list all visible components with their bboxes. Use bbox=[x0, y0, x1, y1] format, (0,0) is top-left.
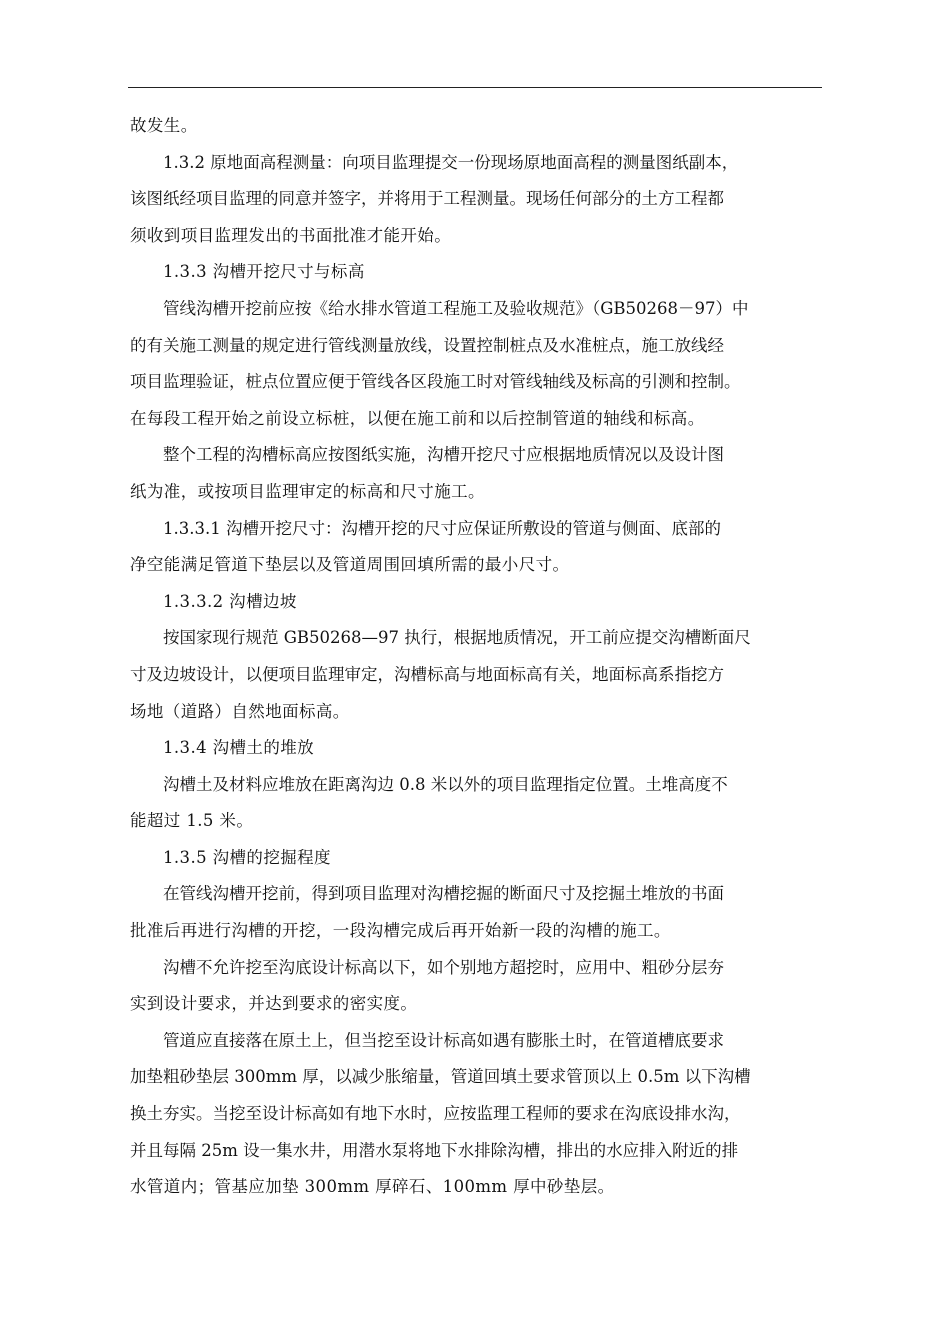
text-line: 整个工程的沟槽标高应按图纸实施，沟槽开挖尺寸应根据地质情况以及设计图 bbox=[163, 445, 724, 465]
paragraph bbox=[130, 1023, 820, 1206]
text-line: 水管道内；管基应加垫 300mm 厚碎石、100mm 厚中砂垫层。 bbox=[130, 1177, 615, 1197]
text-line: 能超过 1.5 米。 bbox=[130, 811, 254, 831]
text-line: 故发生。 bbox=[130, 116, 198, 135]
text-line: 1.3.3 沟槽开挖尺寸与标高 bbox=[163, 262, 365, 282]
text-line: 纸为准，或按项目监理审定的标高和尺寸施工。 bbox=[130, 481, 485, 501]
text-line: 沟槽土及材料应堆放在距离沟边 0.8 米以外的项目监理指定位置。土堆高度不 bbox=[163, 774, 728, 794]
text-line: 批准后再进行沟槽的开挖，一段沟槽完成后再开始新一段的沟槽的施工。 bbox=[130, 921, 671, 941]
text-line: 实到设计要求，并达到要求的密实度。 bbox=[130, 994, 418, 1014]
text-line: 净空能满足管道下垫层以及管道周围回填所需的最小尺寸。 bbox=[130, 555, 570, 575]
text-line: 的有关施工测量的规定进行管线测量放线，设置控制桩点及水准桩点，施工放线经 bbox=[130, 335, 724, 355]
text-line: 项目监理验证，桩点位置应便于管线各区段施工时对管线轴线及标高的引测和控制。 bbox=[130, 372, 741, 392]
text-line: 并且每隔 25m 设一集水井，用潜水泵将地下水排除沟槽，排出的水应排入附近的排 bbox=[130, 1140, 739, 1160]
text-line: 场地（道路）自然地面标高。 bbox=[130, 701, 350, 721]
text-line: 管道应直接落在原土上，但当挖至设计标高如遇有膨胀土时，在管道槽底要求 bbox=[163, 1030, 724, 1050]
text-line: 该图纸经项目监理的同意并签字，并将用于工程测量。现场任何部分的土方工程都 bbox=[130, 189, 724, 209]
text-line: 1.3.3.2 沟槽边坡 bbox=[163, 591, 297, 611]
paragraph bbox=[130, 620, 820, 730]
paragraph bbox=[130, 145, 820, 255]
document-body bbox=[130, 108, 820, 1206]
text-line: 管线沟槽开挖前应按《给水排水管道工程施工及验收规范》（GB50268－97）中 bbox=[163, 298, 749, 318]
header-rule bbox=[128, 87, 822, 88]
paragraph bbox=[130, 950, 820, 1023]
paragraph bbox=[130, 437, 820, 510]
paragraph bbox=[130, 511, 820, 584]
text-line: 寸及边坡设计，以便项目监理审定，沟槽标高与地面标高有关，地面标高系指挖方 bbox=[130, 664, 724, 684]
paragraph bbox=[130, 108, 820, 145]
text-line: 换土夯实。当挖至设计标高如有地下水时，应按监理工程师的要求在沟底设排水沟， bbox=[130, 1104, 741, 1124]
text-line: 1.3.5 沟槽的挖掘程度 bbox=[163, 847, 331, 867]
text-line: 1.3.2 原地面高程测量：向项目监理提交一份现场原地面高程的测量图纸副本， bbox=[163, 152, 739, 172]
text-line: 在每段工程开始之前设立标桩，以便在施工前和以后控制管道的轴线和标高。 bbox=[130, 408, 705, 428]
text-line: 按国家现行规范 GB50268—97 执行，根据地质情况，开工前应提交沟槽断面尺 bbox=[163, 628, 751, 648]
text-line: 加垫粗砂垫层 300mm 厚，以减少胀缩量，管道回填土要求管顶以上 0.5m 以下沟槽 bbox=[130, 1067, 751, 1087]
text-line: 1.3.3.1 沟槽开挖尺寸：沟槽开挖的尺寸应保证所敷设的管道与侧面、底部的 bbox=[163, 518, 721, 538]
paragraph bbox=[130, 767, 820, 840]
paragraph bbox=[130, 584, 820, 621]
text-line: 在管线沟槽开挖前，得到项目监理对沟槽挖掘的断面尺寸及挖掘土堆放的书面 bbox=[163, 884, 724, 904]
paragraph bbox=[130, 730, 820, 767]
paragraph bbox=[130, 254, 820, 291]
text-line: 1.3.4 沟槽土的堆放 bbox=[163, 738, 315, 758]
paragraph bbox=[130, 291, 820, 437]
text-line: 须收到项目监理发出的书面批准才能开始。 bbox=[130, 225, 452, 245]
text-line: 沟槽不允许挖至沟底设计标高以下，如个别地方超挖时，应用中、粗砂分层夯 bbox=[163, 957, 724, 977]
paragraph bbox=[130, 840, 820, 877]
paragraph bbox=[130, 876, 820, 949]
